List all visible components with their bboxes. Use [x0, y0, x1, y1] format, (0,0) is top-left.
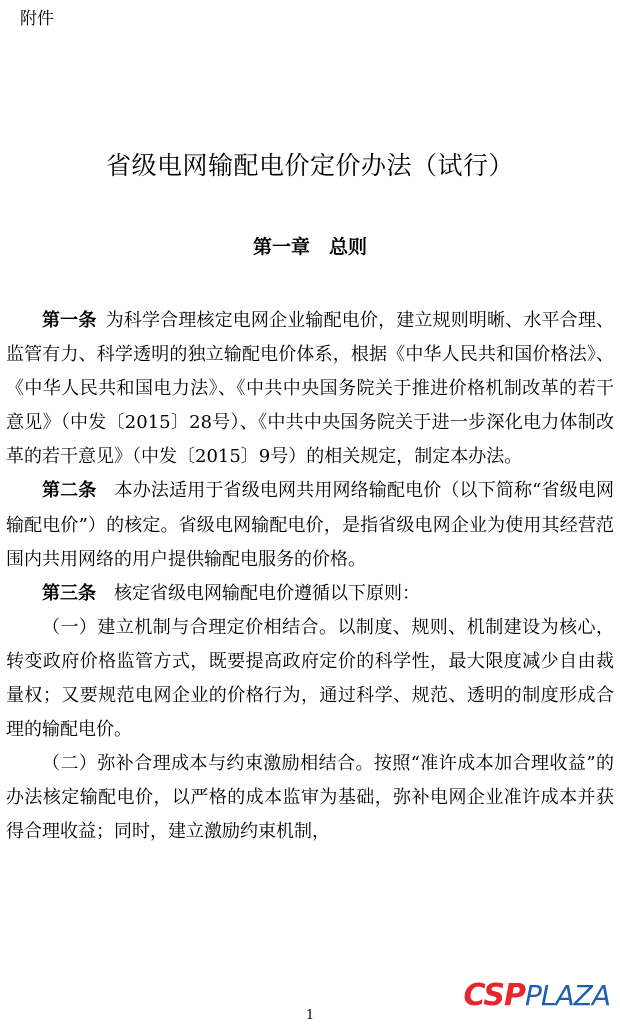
watermark-part-b: PLAZA [525, 979, 610, 1012]
document-title: 省级电网输配电价定价办法（试行） [105, 151, 514, 180]
paragraph-article-2 [6, 474, 614, 576]
paragraph-text: 本办法适用于省级电网共用网络输配电价（以下简称“省级电网输配电价”）的核定。省级电网输配电价，是指省级电网企业为使用其经营范围内共用网络的用户提供输配电服务的价格。 [6, 480, 615, 570]
article-label: 第三条 [42, 582, 96, 604]
article-label: 第二条 [42, 480, 97, 502]
paragraph-article-3 [6, 577, 614, 611]
chapter-heading: 第一章 总则 [252, 236, 367, 258]
paragraph-text: 核定省级电网输配电价遵循以下原则： [114, 582, 420, 604]
page-number: 1 [305, 1008, 315, 1023]
paragraph-item-2 [6, 747, 614, 849]
attachment-label: 附件 [20, 9, 54, 29]
paragraph-item-1 [6, 611, 614, 747]
paragraph-text: （一）建立机制与合理定价相结合。以制度、规则、机制建设为核心，转变政府价格监管方式，既要提高政府定价的科学性，最大限度减少自由裁量权；又要规范电网企业的价格行为，通过科学、规范、透明的制度形成合理的输配电价。 [6, 616, 614, 741]
paragraph-text: （二）弥补合理成本与约束激励相结合。按照“准许成本加合理收益”的办法核定输配电价，以严格的成本监审为基础，弥补电网企业准许成本并获得合理收益；同时，建立激励约束机制， [6, 753, 614, 843]
document-body [6, 304, 614, 850]
paragraph-text: 为科学合理核定电网企业输配电价，建立规则明晰、水平合理、监管有力、科学透明的独立输配电价体系，根据《中华人民共和国价格法》、《中华人民共和国电力法》、《中共中央国务院关于推进价格机制改革的若干意见》（中发〔2015〕28号）、《中共中央国务院关于进一步深化电力体制改革的若干意见》（中发〔2015〕9号）的相关规定，制定本办法。 [6, 310, 614, 468]
article-label: 第一条 [42, 310, 97, 331]
watermark-part-a: CSP [463, 978, 526, 1013]
paragraph-article-1 [6, 304, 614, 474]
